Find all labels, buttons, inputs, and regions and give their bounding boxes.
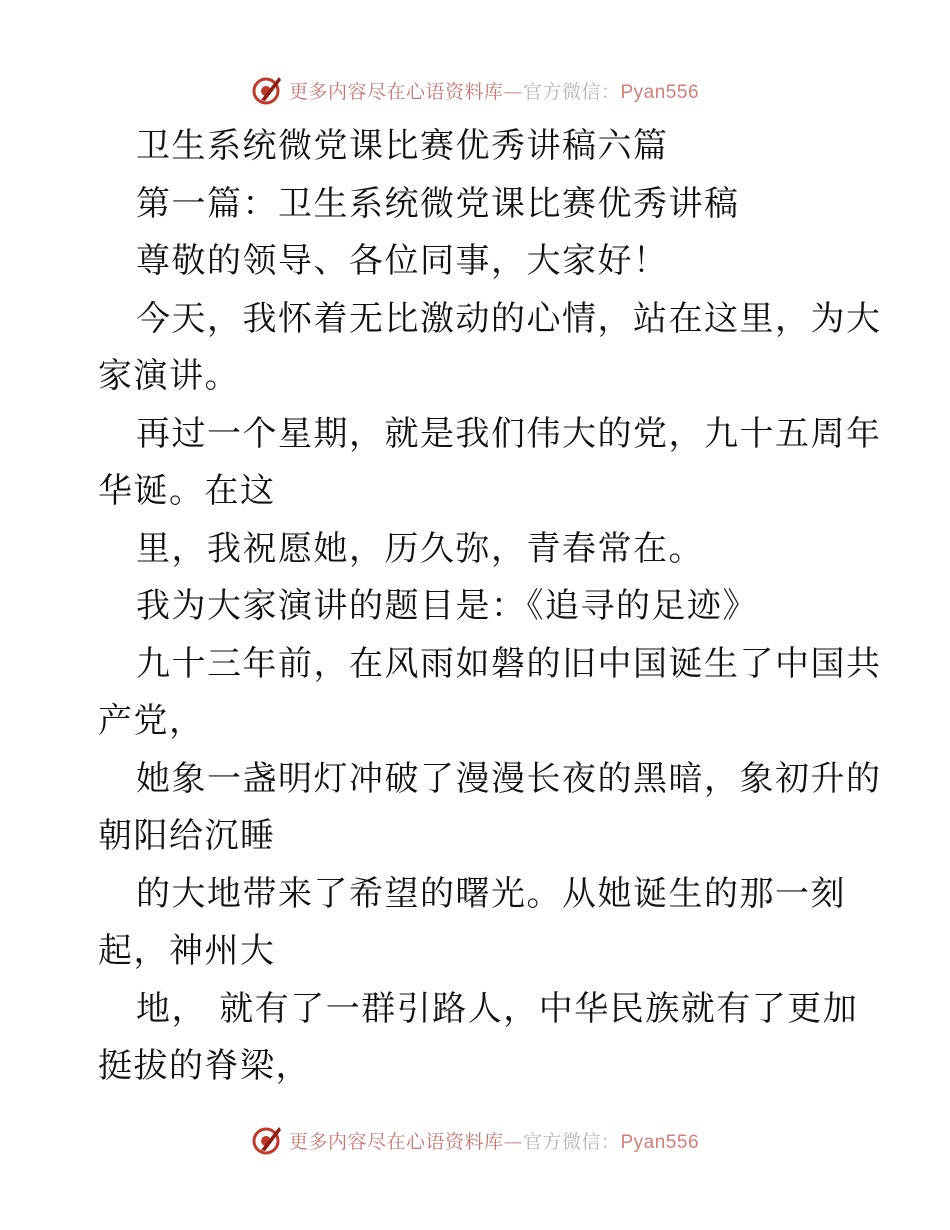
- text-line: 华诞。在这: [98, 471, 276, 511]
- text-line: 地， 就有了一群引路人，中华民族就有了更加: [136, 988, 859, 1029]
- header-banner: [0, 70, 950, 110]
- text-line: 尊敬的领导、各位同事，大家好！: [136, 241, 669, 281]
- text-line: 卫生系统微党课比赛优秀讲稿六篇: [136, 126, 669, 166]
- text-line: 挺拔的脊梁，: [98, 1046, 311, 1086]
- text-line: 家演讲。: [98, 356, 240, 396]
- text-line: 产党，: [98, 701, 205, 741]
- text-line: 她象一盏明灯冲破了漫漫长夜的黑暗，象初升的: [136, 758, 882, 799]
- header-banner-text: 更多内容尽在心语资料库—官方微信：Pyan556: [288, 80, 700, 103]
- text-line: 起，神州大: [98, 931, 276, 971]
- text-line: 我为大家演讲的题目是：《追寻的足迹》: [136, 586, 758, 626]
- quill-logo-icon: [251, 1124, 283, 1156]
- text-line: 九十三年前，在风雨如磐的旧中国诞生了中国共: [136, 643, 882, 684]
- text-line: 第一篇：卫生系统微党课比赛优秀讲稿: [136, 183, 740, 224]
- text-line: 再过一个星期，就是我们伟大的党，九十五周年: [136, 413, 882, 454]
- text-line: 今天，我怀着无比激动的心情，站在这里，为大: [136, 298, 882, 339]
- quill-logo-icon: [251, 74, 283, 106]
- text-line: 朝阳给沉睡: [98, 816, 276, 856]
- footer-banner-text: 更多内容尽在心语资料库—官方微信：Pyan556: [288, 1130, 700, 1153]
- document-body: [98, 118, 882, 1096]
- text-line: 里，我祝愿她，历久弥，青春常在。: [136, 528, 704, 569]
- text-line: 的大地带来了希望的曙光。从她诞生的那一刻: [136, 873, 846, 914]
- footer-banner: [0, 1120, 950, 1160]
